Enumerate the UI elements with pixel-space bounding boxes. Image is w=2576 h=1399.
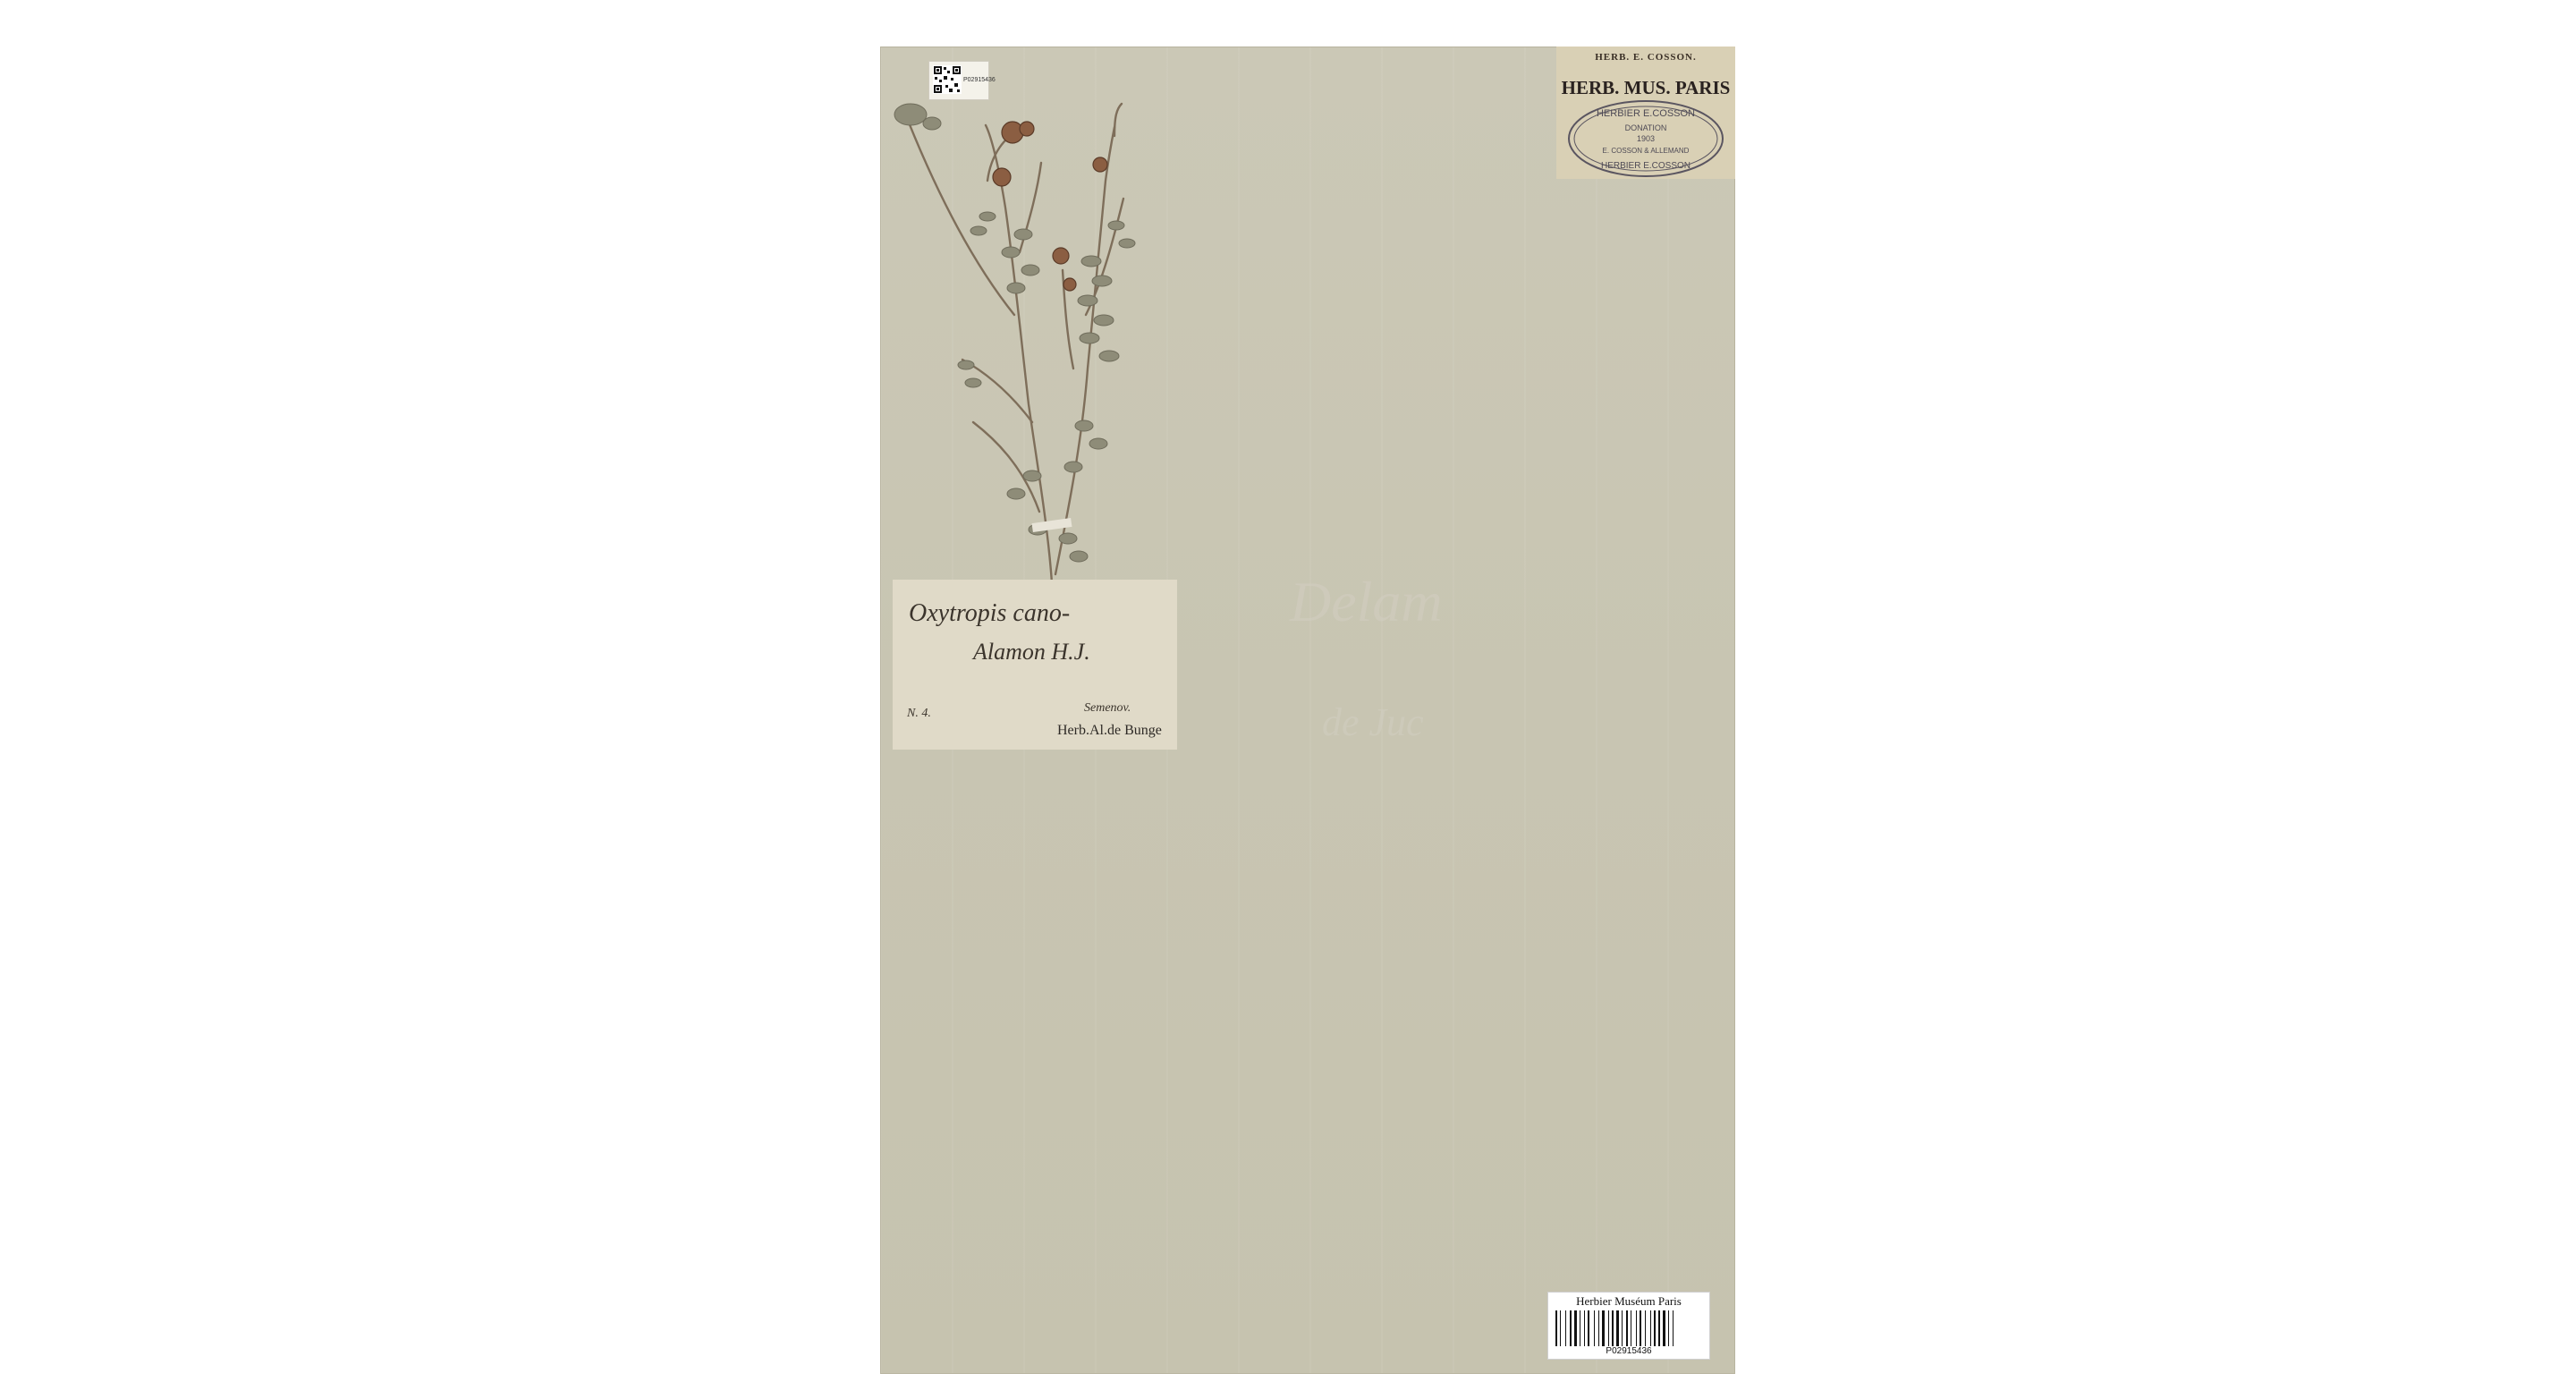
specimen-number: N. 4.	[907, 707, 931, 720]
locality: Alamon H.J.	[973, 639, 1090, 665]
faded-writing-2: de Juc	[1322, 700, 1424, 744]
herbarium-header-label	[1556, 47, 1735, 179]
stamp-line-5: HERBIER E.COSSON	[1600, 161, 1691, 171]
herbarium-name: Herb.Al.de Bunge	[1057, 723, 1162, 738]
stamp-line-2: DONATION	[1624, 123, 1667, 132]
stamp-line-1: HERBIER E.COSSON	[1596, 108, 1696, 119]
herbarium-sheet	[880, 47, 1735, 1374]
stamp-line-4: E. COSSON & ALLEMAND	[1602, 147, 1690, 155]
barcode-number: P02915436	[1606, 1346, 1652, 1356]
faded-writing-1: Delam	[1290, 570, 1443, 633]
museum-title: HERB. MUS. PARIS	[1561, 77, 1731, 98]
barcode-title: Herbier Muséum Paris	[1576, 1294, 1682, 1308]
barcode-icon	[1555, 1310, 1702, 1346]
collection-title: HERB. E. COSSON.	[1595, 52, 1697, 63]
qr-code-icon	[933, 65, 962, 94]
qr-tag-text: P02915436	[963, 77, 996, 83]
specimen-label	[893, 580, 1177, 750]
species-name: Oxytropis cano-	[909, 599, 1071, 627]
collector-name: Semenov.	[1084, 701, 1131, 715]
qr-tag	[928, 61, 996, 100]
barcode-label	[1547, 1292, 1710, 1360]
herbarium-stamp	[1565, 97, 1726, 181]
stamp-line-3: 1903	[1636, 134, 1656, 143]
